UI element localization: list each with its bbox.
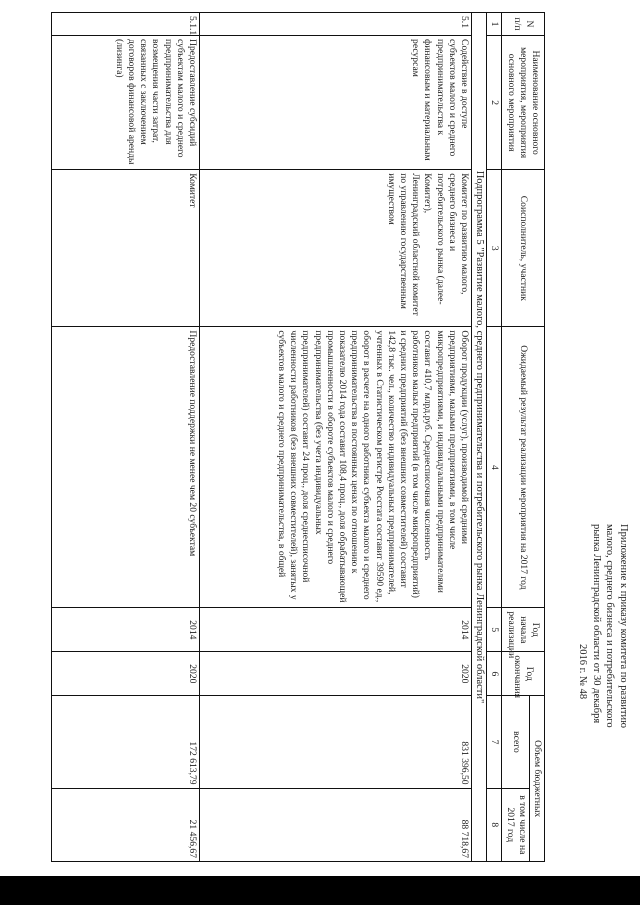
appendix-line: малого, среднего бизнеса и потребительского bbox=[604, 524, 616, 728]
measures-table bbox=[51, 12, 545, 862]
header-participant: Соисполнитель, участник bbox=[502, 170, 545, 327]
subprogram-row bbox=[471, 13, 486, 862]
row-start-year: 2014 bbox=[199, 608, 471, 652]
column-number: 8 bbox=[487, 788, 502, 861]
row-2017: 21 456,67 bbox=[51, 788, 199, 861]
column-number: 5 bbox=[487, 608, 502, 652]
header-start-year: Год начала реализации bbox=[502, 608, 545, 652]
column-number: 7 bbox=[487, 696, 502, 788]
column-number: 4 bbox=[487, 327, 502, 608]
row-result: Предоставление поддержки не менее чем 20 субъектам bbox=[51, 327, 199, 608]
column-number: 1 bbox=[487, 13, 502, 36]
header-num: N п/п bbox=[502, 13, 545, 36]
row-end-year: 2020 bbox=[51, 652, 199, 696]
column-number: 3 bbox=[487, 170, 502, 327]
header-end-year: Год окончания bbox=[502, 652, 545, 696]
header-name: Наименование основного мероприятия, мероприятия основного мероприятия bbox=[502, 36, 545, 170]
subprogram-title: Подпрограмма 5 "Развитие малого, среднего предпринимательства и потребительского рынка Ленинградской области" bbox=[471, 13, 486, 862]
header-result: Ожидаемый результат реализации мероприятия на 2017 год bbox=[502, 327, 545, 608]
row-num: 5.1 bbox=[199, 13, 471, 36]
header-budget-group: Объем бюджетных bbox=[529, 696, 544, 862]
header-row bbox=[529, 13, 544, 862]
row-name: Содействие в доступе субъектов малого и среднего предпринимательства к финансовым и материальным ресурсам bbox=[199, 36, 471, 170]
row-end-year: 2020 bbox=[199, 652, 471, 696]
table-row bbox=[51, 13, 199, 862]
row-participant: Комитет по развитию малого, среднего бизнеса и потребительского рынка (далее-Комитет), Ленинградский областной комитет по управлению государственным имуществом bbox=[199, 170, 471, 327]
column-number: 2 bbox=[487, 36, 502, 170]
row-participant: Комитет bbox=[51, 170, 199, 327]
row-total: 831 396,50 bbox=[199, 696, 471, 788]
column-number: 6 bbox=[487, 652, 502, 696]
row-start-year: 2014 bbox=[51, 608, 199, 652]
header-total: всего bbox=[502, 696, 529, 788]
appendix-line: рынка Ленинградской области от 30 декабря bbox=[591, 524, 602, 724]
scan-bottom-border bbox=[0, 876, 640, 905]
row-name: Предоставление субсидий субъектам малого и среднего предпринимательства для возмещения части затрат, связанных с заключением договоров финансовой аренды (лизинга) bbox=[51, 36, 199, 170]
column-number-row bbox=[487, 13, 502, 862]
appendix-note bbox=[576, 524, 630, 854]
appendix-line: 2016 г. № 48 bbox=[577, 644, 589, 700]
row-result: Оборот продукции (услуг), производимой средними предприятиями, малыми предприятиями, в том числе микропредприятиями, и индивидуальными предпринимателями составит 410,7 млрд.руб. Среднесписочная численность работников малых предприятий (в том числе микропредприятий) и средних предприятий (без внешних совместителей) составит 142,8 тыс. чел., количество индивидуальных предпринимателей, учтенных в Статистическом регистре Росстата составит 39590 ед., оборот в расчете на одного работника субъекта малого и среднего предпринимательства в постоянных ценах по отношению к показателю 2014 года составит 108,4 проц., доля обрабатывающей промышленности в обороте субъектов малого и среднего предпринимательства (без учета индивидуальных предпринимателей) составит 24 проц., доля среднесписочной численности работников (без внешних совместителей), занятых у субъектов малого и среднего предпринимательства, в общей bbox=[199, 327, 471, 608]
row-num: 5.1.1 bbox=[51, 13, 199, 36]
row-2017: 88 718,67 bbox=[199, 788, 471, 861]
row-total: 172 613,79 bbox=[51, 696, 199, 788]
table-row bbox=[199, 13, 471, 862]
rotated-document bbox=[14, 4, 632, 866]
header-2017: в том числе на 2017 год bbox=[502, 788, 529, 861]
appendix-line: Приложение к приказу комитета по развитию bbox=[618, 524, 629, 728]
